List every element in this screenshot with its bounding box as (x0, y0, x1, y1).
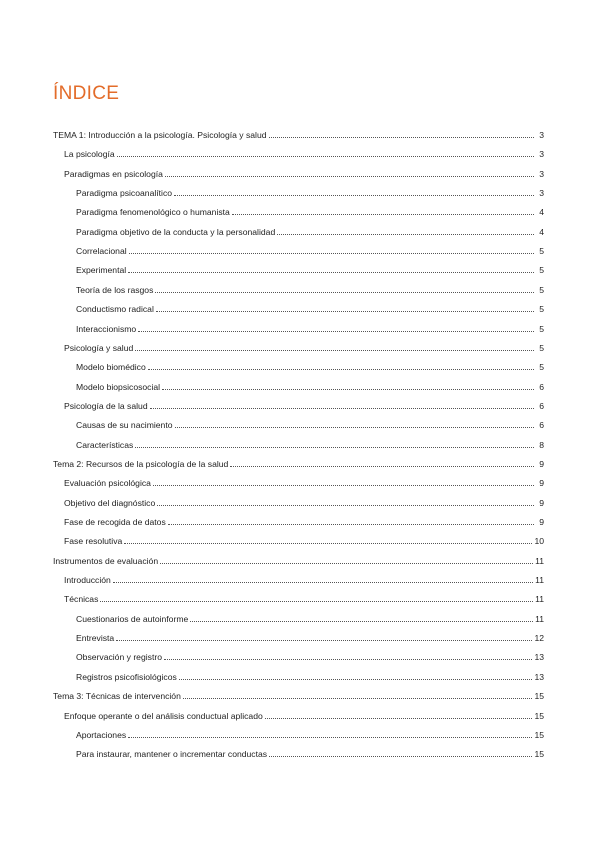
toc-entry-label: Registros psicofisiológicos (76, 671, 177, 682)
toc-entry-label: Modelo biomédico (76, 362, 146, 373)
toc-entry[interactable] (76, 281, 544, 295)
toc-entry-page: 5 (539, 265, 544, 276)
toc-entry[interactable] (76, 629, 544, 643)
toc-entry[interactable] (64, 513, 544, 527)
toc-entry-page: 9 (539, 497, 544, 508)
toc-entry[interactable] (64, 494, 544, 508)
toc-entry-label: Teoría de los rasgos (76, 284, 154, 295)
toc-entry-label: Entrevista (76, 633, 115, 644)
toc-entry-label: Introducción (64, 575, 111, 586)
toc-entry-page: 9 (539, 478, 544, 489)
toc-entry-label: Técnicas (64, 594, 99, 605)
toc-entry-page: 10 (534, 536, 544, 547)
toc-entry-label: Instrumentos de evaluación (53, 555, 159, 566)
toc-dot-leader (157, 504, 534, 506)
toc-entry-page: 15 (534, 710, 544, 721)
toc-entry-label: Interaccionismo (76, 323, 137, 334)
toc-dot-leader (156, 310, 534, 312)
toc-dot-leader (162, 388, 534, 390)
toc-entry-label: Paradigmas en psicología (64, 168, 163, 179)
toc-entry[interactable] (76, 300, 544, 314)
toc-entry-label: Aportaciones (76, 729, 127, 740)
toc-entry-label: TEMA 1: Introducción a la psicología. Psicología y salud (53, 130, 267, 140)
toc-dot-leader (160, 562, 533, 564)
toc-entry-page: 5 (539, 246, 544, 257)
toc-dot-leader (150, 407, 534, 409)
toc-entry[interactable] (64, 339, 544, 353)
toc-dot-leader (135, 446, 534, 448)
toc-dot-leader (117, 155, 534, 157)
toc-entry-page: 9 (539, 517, 544, 527)
toc-entry-label: Objetivo del diagnóstico (64, 497, 156, 508)
toc-entry[interactable] (64, 165, 544, 179)
toc-entry-label: Cuestionarios de autoinforme (76, 613, 189, 624)
toc-entry[interactable] (64, 571, 544, 585)
toc-entry-page: 3 (539, 188, 544, 199)
toc-entry[interactable] (76, 726, 544, 740)
toc-dot-leader (124, 542, 532, 544)
toc-dot-leader (269, 136, 534, 138)
toc-entry-label: Fase resolutiva (64, 536, 123, 547)
toc-dot-leader (155, 291, 534, 293)
toc-dot-leader (128, 271, 534, 273)
toc-entry-page: 15 (534, 749, 544, 760)
toc-entry-page: 4 (539, 207, 544, 218)
toc-entry-label: Modelo biopsicosocial (76, 381, 161, 392)
toc-entry[interactable] (64, 474, 544, 488)
toc-dot-leader (135, 349, 534, 351)
toc-entry-label: Fase de recogida de datos (64, 517, 166, 527)
toc-entry-page: 11 (535, 555, 544, 566)
toc-entry[interactable] (76, 648, 544, 662)
toc-entry-page: 6 (539, 400, 544, 411)
toc-entry-page: 5 (539, 323, 544, 334)
toc-dot-leader (183, 697, 533, 699)
toc-entry[interactable] (76, 223, 544, 237)
toc-entry[interactable] (76, 358, 544, 372)
toc-dot-leader (190, 620, 533, 622)
toc-entry-label: Características (76, 439, 134, 450)
toc-entry[interactable] (76, 184, 544, 198)
toc-entry[interactable] (53, 455, 544, 469)
toc-entry[interactable] (53, 552, 544, 566)
toc-entry[interactable] (76, 242, 544, 256)
toc-dot-leader (165, 175, 534, 177)
toc-entry-label: Correlacional (76, 246, 127, 257)
toc-entry-page: 11 (535, 575, 544, 586)
toc-entry-label: Experimental (76, 265, 127, 276)
toc-dot-leader (175, 426, 535, 428)
toc-entry-label: Observación y registro (76, 652, 162, 663)
toc-entry-label: Evaluación psicológica (64, 478, 151, 489)
toc-entry-label: Para instaurar, mantener o incrementar conductas (76, 749, 268, 760)
toc-dot-leader (129, 252, 534, 254)
toc-dot-leader (168, 523, 534, 525)
toc-entry-page: 12 (534, 633, 544, 644)
toc-entry[interactable] (76, 668, 544, 682)
toc-entry-label: Paradigma fenomenológico o humanista (76, 207, 230, 218)
toc-entry[interactable] (76, 261, 544, 275)
toc-dot-leader (148, 368, 534, 370)
toc-entry-page: 5 (539, 284, 544, 295)
toc-entry-label: La psicología (64, 149, 115, 160)
toc-entry[interactable] (64, 532, 544, 546)
toc-entry-page: 5 (539, 304, 544, 315)
toc-entry-page: 13 (534, 652, 544, 663)
toc-entry[interactable] (76, 320, 544, 334)
toc-entry-page: 3 (539, 168, 544, 179)
toc-dot-leader (100, 600, 533, 602)
toc-entry-label: Psicología de la salud (64, 400, 148, 411)
toc-dot-leader (277, 233, 534, 235)
toc-entry-page: 3 (539, 130, 544, 140)
toc-dot-leader (164, 658, 532, 660)
toc-entry[interactable] (64, 590, 544, 604)
toc-dot-leader (113, 581, 533, 583)
toc-dot-leader (269, 755, 532, 757)
toc-dot-leader (116, 639, 532, 641)
toc-entry-page: 8 (539, 439, 544, 450)
toc-dot-leader (153, 484, 534, 486)
toc-dot-leader (265, 717, 533, 719)
toc-entry-label: Paradigma psicoanalítico (76, 188, 173, 199)
toc-entry-label: Psicología y salud (64, 342, 134, 353)
toc-entry-page: 4 (539, 226, 544, 237)
toc-entry-label: Paradigma objetivo de la conducta y la personalidad (76, 226, 276, 237)
toc-entry-page: 5 (539, 342, 544, 353)
toc-dot-leader (128, 736, 532, 738)
toc-heading: ÍNDICE (53, 83, 120, 104)
toc-entry-page: 11 (535, 594, 544, 605)
toc-entry[interactable] (64, 145, 544, 159)
toc-entry-label: Tema 2: Recursos de la psicología de la salud (53, 458, 229, 469)
toc-entry[interactable] (53, 687, 544, 701)
toc-entry-label: Conductismo radical (76, 304, 154, 315)
toc-entry-page: 15 (534, 729, 544, 740)
toc-entry-page: 15 (534, 691, 544, 702)
toc-entry-page: 5 (539, 362, 544, 373)
toc-entry[interactable] (76, 610, 544, 624)
toc-entry-page: 6 (539, 381, 544, 392)
toc-entry[interactable] (76, 416, 544, 430)
toc-dot-leader (232, 213, 534, 215)
toc-entry[interactable] (64, 397, 544, 411)
toc-dot-leader (138, 330, 534, 332)
toc-entry[interactable] (53, 126, 544, 140)
toc-entry[interactable] (76, 203, 544, 217)
toc-entry[interactable] (76, 745, 544, 759)
toc-entry-page: 9 (539, 458, 544, 469)
toc-dot-leader (174, 194, 534, 196)
toc-entry-page: 6 (539, 420, 544, 431)
toc-dot-leader (230, 465, 534, 467)
toc-entry-label: Tema 3: Técnicas de intervención (53, 691, 181, 702)
toc-entry[interactable] (76, 378, 544, 392)
toc-entry-page: 3 (539, 149, 544, 160)
toc-dot-leader (179, 678, 533, 680)
toc-entry-label: Causas de su nacimiento (76, 420, 173, 431)
toc-entry-page: 11 (535, 613, 544, 624)
toc-entry-label: Enfoque operante o del análisis conductual aplicado (64, 710, 263, 721)
toc-entry[interactable] (76, 436, 544, 450)
toc-entry[interactable] (64, 707, 544, 721)
toc-entry-page: 13 (534, 671, 544, 682)
